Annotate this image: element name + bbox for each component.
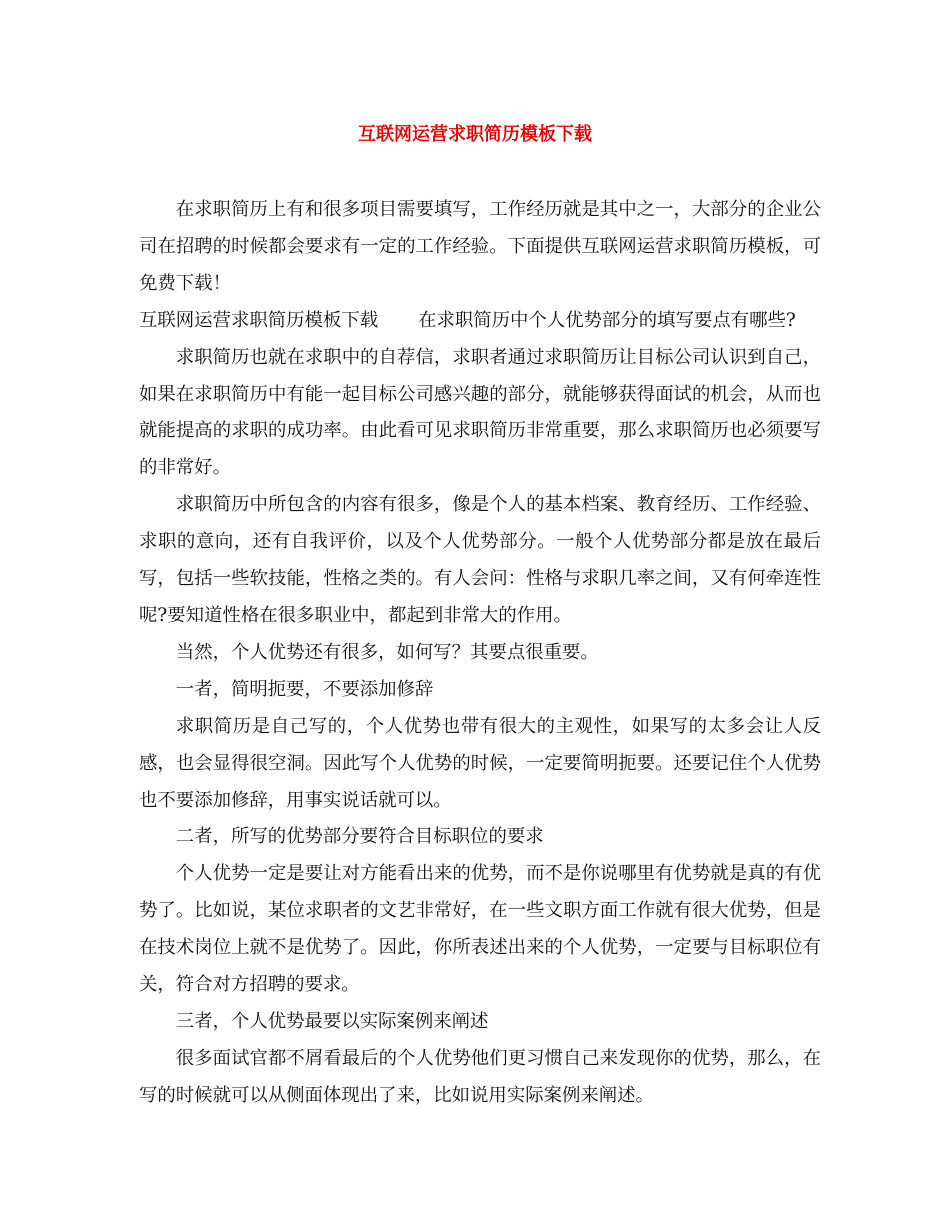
subheading-line [139,303,821,340]
paragraph-2: 求职简历中所包含的内容有很多，像是个人的基本档案、教育经历、工作经验、求职的意向，还有自我评价，以及个人优势部分。一般个人优势部分都是放在最后写，包括一些软技能，性格之类的。有人会问：性格与求职几率之间，又有何牵连性呢?要知道性格在很多职业中，都起到非常大的作用。 [139,494,821,626]
paragraph-3: 当然，个人优势还有很多，如何写？其要点很重要。 [175,641,599,663]
point-3-heading: 三者，个人优势最要以实际案例来阐述 [175,1010,489,1032]
point-3-body: 很多面试官都不屑看最后的个人优势他们更习惯自己来发现你的优势，那么，在写的时候就可以从侧面体现出了来，比如说用实际案例来阐述。 [139,1047,821,1106]
paragraph-1: 求职简历也就在求职中的自荐信，求职者通过求职简历让目标公司认识到自己，如果在求职简历中有能一起目标公司感兴趣的部分，就能够获得面试的机会，从而也就能提高的求职的成功率。由此看可见求职简历非常重要，那么求职简历也必须要写的非常好。 [139,346,821,479]
subheading-right: 在求职简历中个人优势部分的填写要点有哪些? [418,309,796,331]
document-body [139,192,821,1115]
point-2-heading: 二者，所写的优势部分要符合目标职位的要求 [175,826,544,848]
point-1-heading: 一者，简明扼要，不要添加修辞 [175,678,434,700]
point-2-body: 个人优势一定是要让对方能看出来的优势，而不是你说哪里有优势就是真的有优势了。比如说，某位求职者的文艺非常好，在一些文职方面工作就有很大优势，但是在技术岗位上就不是优势了。因此，你所表述出来的个人优势，一定要与目标职位有关，符合对方招聘的要求。 [139,863,821,996]
intro-paragraph: 在求职简历上有和很多项目需要填写，工作经历就是其中之一，大部分的企业公司在招聘的时候都会要求有一定的工作经验。下面提供互联网运营求职简历模板，可免费下载！ [139,199,821,294]
point-1-body: 求职简历是自己写的，个人优势也带有很大的主观性，如果写的太多会让人反感，也会显得很空洞。因此写个人优势的时候，一定要简明扼要。还要记住个人优势也不要添加修辞，用事实说话就可以。 [139,715,821,811]
document-title: 互联网运营求职简历模板下载 [358,124,592,145]
subheading-left: 互联网运营求职简历模板下载 [139,309,379,331]
